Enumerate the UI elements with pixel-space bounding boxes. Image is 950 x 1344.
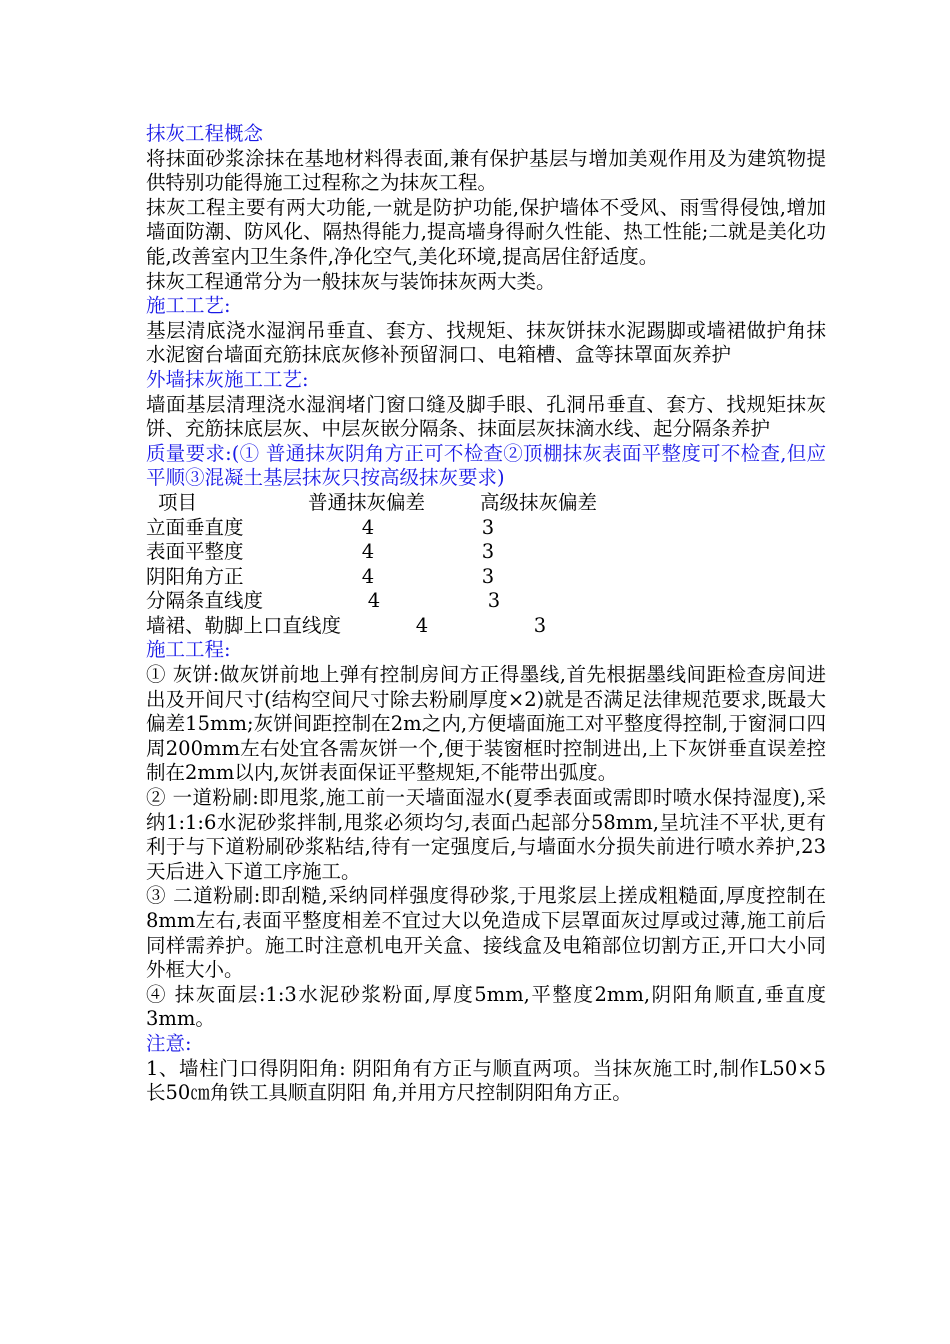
table-header-normal: 普通抹灰偏差: [308, 490, 426, 514]
table-cell-normal: 4: [367, 589, 381, 613]
table-header-high: 高级抹灰偏差: [480, 490, 598, 514]
paragraph-process: 基层清底浇水湿润吊垂直、套方、找规矩、抹灰饼抹水泥踢脚或墙裙做护角抹水泥窗台墙面充筋抹底灰修补预留洞口、电箱槽、盒等抹罩面灰养护: [146, 318, 826, 367]
heading-exterior: 外墙抹灰施工工艺:: [146, 367, 309, 391]
heading-construction: 施工工程:: [146, 638, 231, 662]
table-row: [146, 565, 826, 590]
table-cell-high: 3: [481, 564, 495, 588]
document-page: [146, 122, 826, 1106]
heading-notes: 注意:: [146, 1031, 192, 1055]
table-row: [146, 589, 826, 614]
table-cell-item: 表面平整度: [146, 540, 244, 564]
table-cell-normal: 4: [361, 540, 375, 564]
paragraph-concept: 将抹面砂浆涂抹在基地材料得表面,兼有保护基层与增加美观作用及为建筑物提供特别功能得施工过程称之为抹灰工程。: [146, 146, 826, 195]
table-header-item: 项目: [158, 490, 198, 514]
table-cell-high: 3: [487, 589, 501, 613]
table-cell-item: 墙裙、勒脚上口直线度: [146, 613, 342, 637]
table-cell-normal: 4: [361, 564, 375, 588]
table-row: [146, 540, 826, 565]
table-cell-normal: 4: [361, 515, 375, 539]
paragraph-exterior: 墙面基层清理浇水湿润堵门窗口缝及脚手眼、孔洞吊垂直、套方、找规矩抹灰饼、充筋抹底层灰、中层灰嵌分隔条、抹面层灰抹滴水线、起分隔条养护: [146, 392, 826, 441]
tolerance-table: [146, 491, 826, 639]
paragraph-step-1: ① 灰饼:做灰饼前地上弹有控制房间方正得墨线,首先根据墨线间距检查房间进出及开间尺寸(结构空间尺寸除去粉刷厚度×2)就是否满足法律规范要求,既最大偏差15mm;灰饼间距控制在2m之内,方便墙面施工对平整度得控制,于窗洞口四周200mm左右处宜各需灰饼一个,便于装窗框时控制进出,上下灰饼垂直误差控制在2mm以内,灰饼表面保证平整规矩,不能带出弧度。: [146, 663, 826, 785]
paragraph-note-1: 1、墙柱门口得阴阳角: 阴阳角有方正与顺直两项。当抹灰施工时,制作L50×5长50㎝角铁工具顺直阴阳 角,并用方尺控制阴阳角方正。: [146, 1056, 826, 1105]
paragraph-step-3: ③ 二道粉刷:即刮糙,采纳同样强度得砂浆,于甩浆层上搓成粗糙面,厚度控制在8mm左右,表面平整度相差不宜过大以免造成下层罩面灰过厚或过薄,施工前后同样需养护。施工时注意机电开关盒、接线盒及电箱部位切割方正,开口大小同外框大小。: [146, 884, 826, 982]
table-cell-high: 3: [481, 515, 495, 539]
table-cell-high: 3: [481, 540, 495, 564]
table-header-row: [146, 491, 826, 516]
table-cell-high: 3: [533, 613, 547, 637]
paragraph-functions: 抹灰工程主要有两大功能,一就是防护功能,保护墙体不受风、雨雪得侵蚀,增加墙面防潮、防风化、隔热得能力,提高墙身得耐久性能、热工性能;二就是美化功能,改善室内卫生条件,净化空气,美化环境,提高居住舒适度。: [146, 195, 826, 268]
table-row: [146, 614, 826, 639]
heading-quality: 质量要求:(① 普通抹灰阴角方正可不检查②顶棚抹灰表面平整度可不检查,但应平顺③混凝土基层抹灰只按高级抹灰要求): [146, 441, 826, 490]
table-cell-normal: 4: [415, 613, 429, 637]
paragraph-step-4: ④ 抹灰面层:1:3水泥砂浆粉面,厚度5mm,平整度2mm,阴阳角顺直,垂直度3mm。: [146, 982, 826, 1031]
paragraph-step-2: ② 一道粉刷:即甩浆,施工前一天墙面湿水(夏季表面或需即时喷水保持湿度),采纳1:1:6水泥砂浆拌制,甩浆必须均匀,表面凸起部分58mm,呈坑洼不平状,更有利于与下道粉刷砂浆粘结,待有一定强度后,与墙面水分损失前进行喷水养护,23天后进入下道工序施工。: [146, 786, 826, 883]
table-cell-item: 立面垂直度: [146, 515, 244, 539]
table-cell-item: 阴阳角方正: [146, 564, 244, 588]
heading-concept: 抹灰工程概念: [146, 122, 264, 145]
heading-process: 施工工艺:: [146, 294, 231, 318]
table-cell-item: 分隔条直线度: [146, 589, 264, 613]
table-row: [146, 516, 826, 541]
paragraph-types: 抹灰工程通常分为一般抹灰与装饰抹灰两大类。: [146, 269, 556, 293]
